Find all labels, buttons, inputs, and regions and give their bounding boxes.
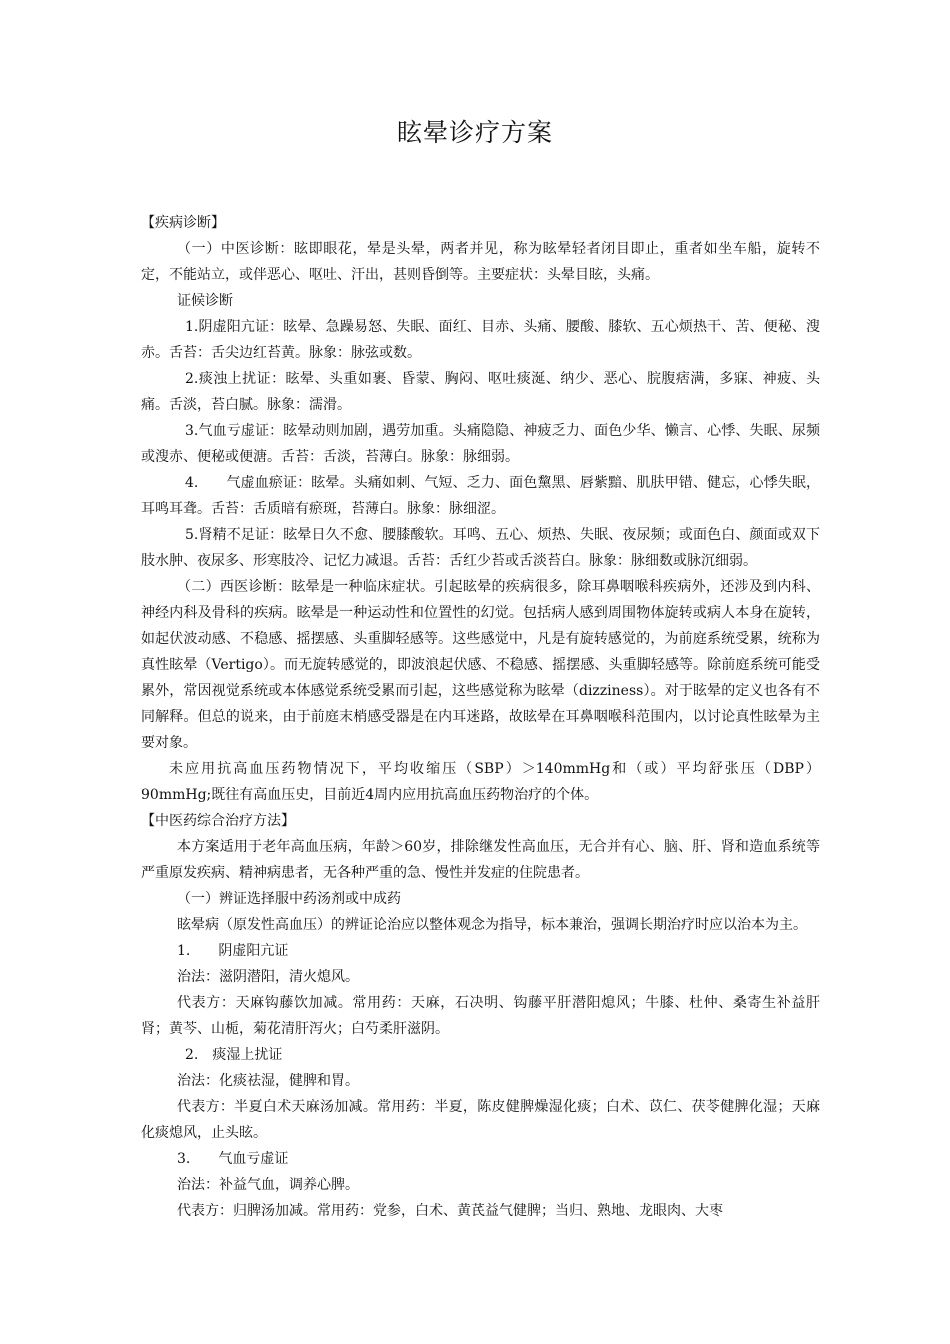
treatment-3-name: 气血亏虚证 — [218, 1151, 289, 1167]
paragraph-hypertension-criteria: 未应用抗高血压药物情况下，平均收缩压（SBP）＞140mmHg和（或）平均舒张压（DBP）90mmHg;既往有高血压史，目前近4周内应用抗高血压药物治疗的个体。 — [141, 761, 820, 803]
section-heading-diagnosis: 【疾病诊断】 — [141, 215, 225, 231]
treatment-1-name: 阴虚阳亢证 — [218, 943, 289, 959]
treatment-2-method: 治法：化痰祛湿，健脾和胃。 — [177, 1073, 359, 1089]
treatment-3-method: 治法：补益气血，调养心脾。 — [177, 1177, 359, 1193]
treatment-3-number: 3. — [177, 1151, 191, 1167]
paragraph-scope: 本方案适用于老年高血压病，年龄＞60岁，排除继发性高血压，无合并有心、脑、肝、肾和造血系统等严重原发疾病、精神病患者，无各种严重的急、慢性并发症的住院患者。 — [141, 839, 820, 881]
paragraph-syndrome-diagnosis: 证候诊断 — [177, 293, 233, 309]
paragraph-syndrome-5: 5.肾精不足证：眩晕日久不愈、腰膝酸软。耳鸣、五心、烦热、失眠、夜尿频；或面色白、颜面或双下肢水肿、夜尿多、形寒肢冷、记忆力减退。舌苔：舌红少苔或舌淡苔白。脉象：脉细数或脉沉细弱。 — [141, 527, 820, 569]
paragraph-treatment-subheading: （一）辨证选择服中药汤剂或中成药 — [177, 891, 401, 907]
document-body — [141, 210, 820, 1224]
section-heading-treatment: 【中医药综合治疗方法】 — [141, 813, 295, 829]
paragraph-western-diagnosis: （二）西医诊断：眩晕是一种临床症状。引起眩晕的疾病很多，除耳鼻咽喉科疾病外，还涉及到内科、神经内科及骨科的疾病。眩晕是一种运动性和位置性的幻觉。包括病人感到周围物体旋转或病人本身在旋转，如起伏波动感、不稳感、摇摆感、头重脚轻感等。这些感觉中，凡是有旋转感觉的，为前庭系统受累，统称为真性眩晕（Vertigo）。而无旋转感觉的，即波浪起伏感、不稳感、摇摆感、头重脚轻感等。除前庭系统可能受累外，常因视觉系统或本体感觉系统受累而引起，这些感觉称为眩晕（dizziness）。对于眩晕的定义也各有不同解释。但总的说来，由于前庭末梢感受器是在内耳迷路，故眩晕在耳鼻咽喉科范围内，以讨论真性眩晕为主要对象。 — [141, 579, 820, 751]
paragraph-treatment-principle: 眩晕病（原发性高血压）的辨证论治应以整体观念为指导，标本兼治，强调长期治疗时应以治本为主。 — [177, 917, 807, 933]
treatment-2-title: 2. 痰湿上扰证 — [185, 1047, 283, 1063]
paragraph-syndrome-1: 1.阴虚阳亢证：眩晕、急躁易怒、失眠、面红、目赤、头痛、腰酸、膝软、五心烦热干、苦、便秘、溲赤。舌苔：舌尖边红苔黄。脉象：脉弦或数。 — [141, 319, 820, 361]
treatment-3-formula: 代表方：归脾汤加减。常用药：党参，白术、黄芪益气健脾；当归、熟地、龙眼肉、大枣 — [177, 1203, 723, 1219]
paragraph-tcm-diagnosis: （一）中医诊断：眩即眼花，晕是头晕，两者并见，称为眩晕轻者闭目即止，重者如坐车船，旋转不定，不能站立，或伴恶心、呕吐、汗出，甚则昏倒等。主要症状：头晕目眩，头痛。 — [141, 241, 820, 283]
paragraph-syndrome-4 — [141, 470, 820, 522]
syndrome-4-text: 气虚血瘀证：眩晕。头痛如刺、气短、乏力、面色黧黑、唇紫黯、肌肤甲错、健忘，心悸失眠，耳鸣耳聋。舌苔：舌质暗有瘀斑，苔薄白。脉象：脉细涩。 — [141, 475, 820, 517]
syndrome-4-number: 4. — [185, 475, 199, 491]
page-title: 眩晕诊疗方案 — [396, 118, 553, 147]
treatment-1-method: 治法：滋阴潜阳，清火熄风。 — [177, 969, 359, 985]
treatment-2-formula: 代表方：半夏白术天麻汤加减。常用药：半夏，陈皮健脾燥湿化痰；白术、苡仁、茯苓健脾化湿；天麻化痰熄风，止头眩。 — [141, 1099, 820, 1141]
treatment-1-number: 1. — [177, 943, 191, 959]
treatment-1-formula: 代表方：天麻钩藤饮加减。常用药：天麻，石决明、钩藤平肝潜阳熄风；牛膝、杜仲、桑寄生补益肝肾；黄芩、山栀，菊花清肝泻火；白芍柔肝滋阴。 — [141, 995, 820, 1037]
paragraph-syndrome-3: 3.气血亏虚证：眩晕动则加剧，遇劳加重。头痛隐隐、神疲乏力、面色少华、懒言、心悸、失眠、尿频或溲赤、便秘或便溏。舌苔：舌淡，苔薄白。脉象：脉细弱。 — [141, 423, 820, 465]
treatment-1-title — [141, 938, 820, 964]
paragraph-syndrome-2: 2.痰浊上扰证：眩晕、头重如裹、昏蒙、胸闷、呕吐痰涎、纳少、恶心、脘腹痞满，多寐、神疲、头痛。舌淡，苔白腻。脉象：濡滑。 — [141, 371, 820, 413]
treatment-3-title — [141, 1146, 820, 1172]
